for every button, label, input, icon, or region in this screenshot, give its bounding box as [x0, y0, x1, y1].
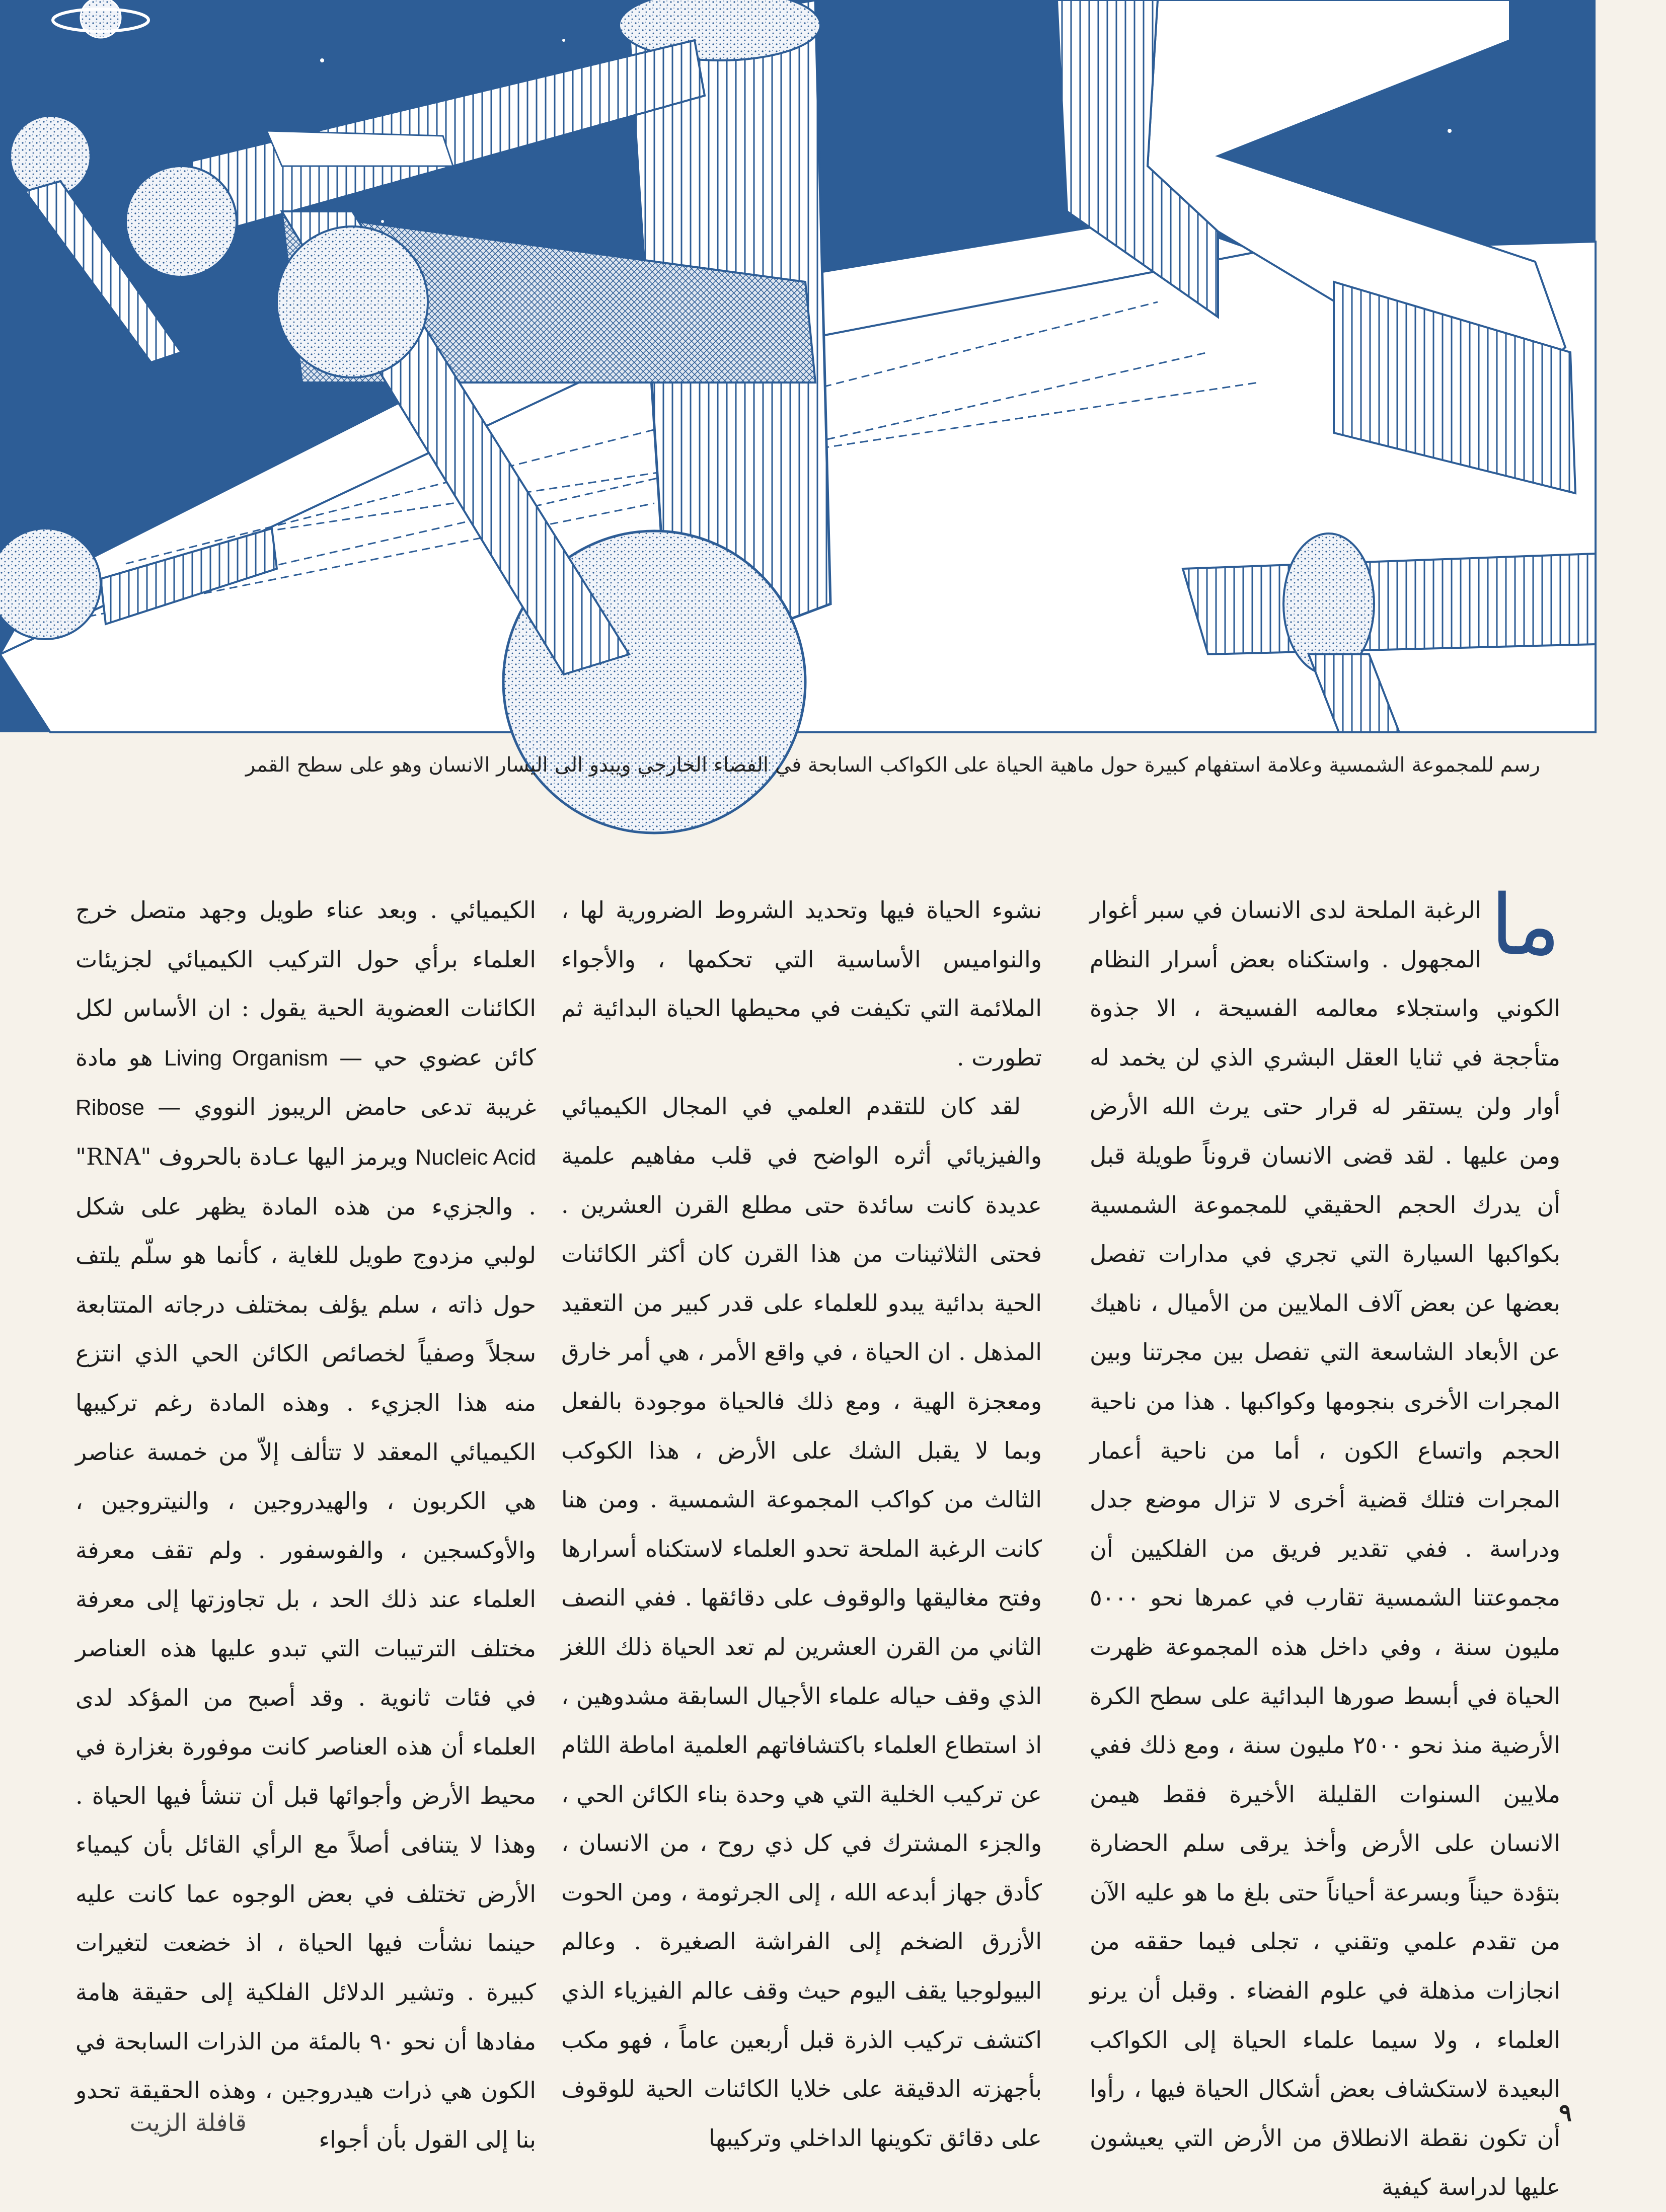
paragraph: نشوء الحياة فيها وتحديد الشروط الضرورية لها ، والنواميس الأساسية التي تحكمها ، والأجواء الملائمة التي تكيفت في محيطها الحياة البدائية ثم تطورت . [561, 896, 1042, 1071]
illustration [0, 0, 1596, 732]
figure-caption: رسم للمجموعة الشمسية وعلامة استفهام كبيرة حول ماهية الحياة على الكواكب السابحة في الفضاء الخارجي ويبدو الى اليسار الانسان وهو على سطح القمر [245, 753, 1540, 777]
text-run: الكيميائي . وبعد عناء طويل وجهد متصل خرج العلماء برأي حول التركيب الكيميائي لجزيئات الكائنات العضوية الحية يقول : ان الأساس لكل كائن عضوي حي — [75, 896, 536, 1071]
text-run: هو مادة غريبة تدعى حامض الريبوز النووي — [75, 1043, 536, 1121]
latin-term: Ribose Nucleic Acid [75, 1095, 536, 1170]
paragraph [75, 886, 536, 2164]
drop-cap: ما [1490, 877, 1560, 973]
paragraph: الرغبة الملحة لدى الانسان في سبر أغوار المجهول . واستكناه بعض أسرار النظام الكوني واستجلاء معالمه الفسيحة ، الا جذوة متأججة في ثنايا العقل البشري الذي لن يخمد له أوار ولن يستقر له قرار حتى يرث الله الأرض ومن عليها . لقد قضى الانسان قروناً طويلة قبل أن يدرك الحجم الحقيقي للمجموعة الشمسية بكواكبها السيارة التي تجري في مدارات تفصل بعضها عن بعض آلاف الملايين من الأميال ، ناهيك عن الأبعاد الشاسعة التي تفصل بين مجرتنا وبين المجرات الأخرى بنجومها وكواكبها . هذا من ناحية الحجم واتساع الكون ، أما من ناحية أعمار المجرات فتلك قضية أخرى لا تزال موضع جدل ودراسة . ففي تقدير فريق من الفلكيين أن مجموعتنا الشمسية تقارب في عمرها نحو ٥٠٠٠ مليون سنة ، وفي داخل هذه المجموعة ظهرت الحياة في أبسط صورها البدائية على سطح الكرة الأرضية منذ نحو ٢٥٠٠ مليون سنة ، ومع ذلك ففي ملايين السنوات القليلة الأخيرة فقط هيمن الانسان على الأرض وأخذ يرقى سلم الحضارة بتؤدة حيناً وبسرعة أحياناً حتى بلغ ما هو عليه الآن من تقدم علمي وتقني ، تجلى فيما حققه من انجازات مذهلة في علوم الفضاء . وقبل أن يرنو العلماء ، ولا سيما علماء الحياة إلى الكواكب البعيدة لاستكشاف بعض أشكال الحياة فيها ، رأوا أن تكون نقطة الانطلاق من الأرض التي يعيشون عليها لدراسة كيفية [1090, 896, 1560, 2201]
astronaut-sphere [0, 528, 101, 639]
page-number: ٩ [1559, 2099, 1572, 2127]
magazine-name: قافلة الزيت [129, 2109, 247, 2137]
space-structure-drawing [0, 0, 1596, 732]
right-pipe [1183, 554, 1596, 654]
article-column-middle [561, 886, 1042, 2152]
paragraph: لقد كان للتقدم العلمي في المجال الكيميائي والفيزيائي أثره الواضح في قلب مفاهيم علمية عديدة كانت سائدة حتى مطلع القرن العشرين . فحتى الثلاثينات من هذا القرن كان أكثر الكائنات الحية بدائية يبدو للعلماء على قدر كبير من التعقيد المذهل . ان الحياة ، في واقع الأمر ، هي أمر خارق ومعجزة الهية ، ومع ذلك فالحياة موجودة بالفعل وبما لا يقبل الشك على الأرض ، هذا الكوكب الثالث من كواكب المجموعة الشمسية . ومن هنا كانت الرغبة الملحة تحدو العلماء لاستكناه أسرارها وفتح مغاليقها والوقوف على دقائقها . ففي النصف الثاني من القرن العشرين لم تعد الحياة ذلك اللغز الذي وقف حياله علماء الأجيال السابقة مشدوهين ، اذ استطاع العلماء باكتشافاتهم العلمية اماطة اللثام عن تركيب الخلية التي هي وحدة بناء الكائن الحي ، والجزء المشترك في كل ذي روح ، من الانسان ، كأدق جهاز أبدعه الله ، إلى الجرثومة ، ومن الحوت الأزرق الضخم إلى الفراشة الصغيرة . وعالم البيولوجيا يقف اليوم حيث وقف عالم الفيزياء الذي اكتشف تركيب الذرة قبل أربعين عاماً ، فهو مكب بأجهزته الدقيقة على خلايا الكائنات الحية للوقوف على دقائق تكوينها الداخلي وتركيبها [561, 1093, 1042, 2152]
latin-term: Living Organism [164, 1045, 328, 1071]
article-column-right [1090, 877, 1560, 2201]
text-run: ويرمز اليها عـادة بالحروف "RNA" . والجزيء من هذه المادة يظهر على شكل لولبي مزدوج طويل للغاية ، كأنما هو سلّم يلتف حول ذاته ، سلم يؤلف بمختلف درجاته المتتابعة سجلاً وصفياً لخصائص الكائن الحي الذي انتزع منه هذا الجزيء . وهذه المادة رغم تركيبها الكيميائي المعقد لا تتألف إلاّ من خمسة عناصر هي الكربون ، والهيدروجين ، والنيتروجين ، والأوكسجين ، والفوسفور . ولم تقف معرفة العلماء عند ذلك الحد ، بل تجاوزتها إلى معرفة مختلف الترتيبات التي تبدو عليها هذه العناصر في فئات ثانوية . وقد أصبح من المؤكد لدى العلماء أن هذه العناصر كانت موفورة بغزارة في محيط الأرض وأجوائها قبل أن تنشأ فيها الحياة . وهذا لا يتنافى أصلاً مع الرأي القائل بأن كيمياء الأرض تختلف في بعض الوجوه عما كانت عليه حينما نشأت فيها الحياة ، اذ خضعت لتغيرات كبيرة . وتشير الدلائل الفلكية إلى حقيقة هامة مفادها أن نحو ٩٠ بالمئة من الذرات السابحة في الكون هي ذرات هيدروجين ، وهذه الحقيقة تحدو بنا إلى القول بأن أجواء [75, 1142, 536, 2153]
